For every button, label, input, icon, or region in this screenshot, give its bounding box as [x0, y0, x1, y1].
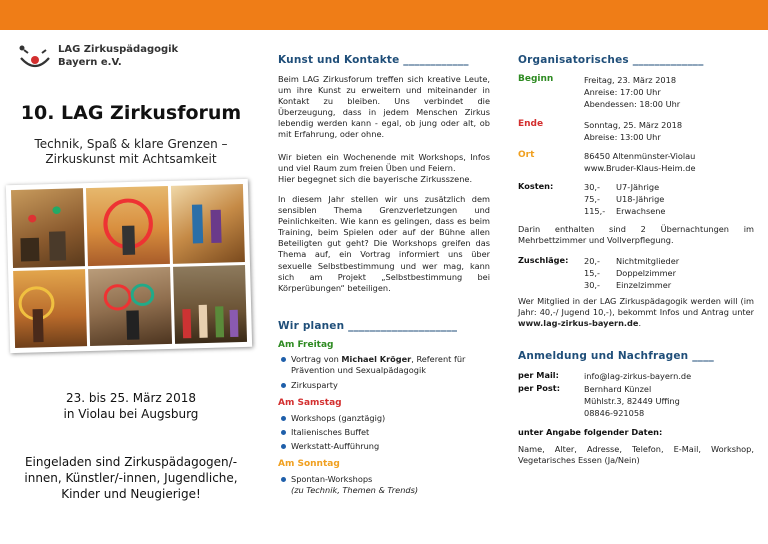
friday-item-party: Zirkusparty — [278, 380, 478, 391]
label-kosten: Kosten: — [518, 181, 554, 191]
membership-link[interactable]: www.lag-zirkus-bayern.de — [518, 318, 639, 329]
logo-text: LAG Zirkuspädagogik Bayern e.V. — [58, 44, 179, 68]
saturday-item-workshops: Workshops (ganztägig) — [278, 413, 478, 424]
day-sunday: Am Sonntag — [278, 459, 340, 469]
kunst-paragraph-2: Wir bieten ein Wochenende mit Workshops, Infos und viel Raum zum freien Üben und Feiern. Hier begegnet sich die bayerische Zirkusszene. — [278, 152, 490, 185]
kosten-price-3: 115,- — [584, 206, 606, 216]
saturday-item-show: Werkstatt-Aufführung — [278, 441, 478, 452]
subtitle: Technik, Spaß & klare Grenzen – Zirkuskunst mit Achtsamkeit — [34, 137, 228, 166]
page-title: 10. LAG Zirkusforum — [20, 102, 242, 124]
friday-item-lecture: Vortrag von Michael Kröger, Referent für Prävention und Sexualpädagogik — [278, 354, 478, 376]
beginn-details: Freitag, 23. März 2018 Anreise: 17:00 Uhr Abendessen: 18:00 Uhr — [584, 75, 681, 109]
ort-details: 86450 Altenmünster-Violau www.Bruder-Klaus-Heim.de — [584, 151, 696, 173]
photo-performance — [88, 266, 173, 346]
kosten-desc-2: U18-Jährige — [616, 194, 665, 204]
photo-collage — [6, 179, 252, 353]
fields-text: Name, Alter, Adresse, Telefon, E-Mail, Workshop, Vegetarisches Essen (Ja/Nein) — [518, 444, 754, 466]
photo-acrobats — [171, 184, 245, 263]
heading-organisatorisches: Organisatorisches _____________ — [518, 54, 704, 66]
post-address: Bernhard Künzel Mühlstr.3, 82449 Uffing 08846-921058 — [584, 384, 680, 418]
label-ort: Ort — [518, 150, 535, 160]
photo-hoops-group — [13, 269, 87, 348]
zuschlag-price-2: 15,- — [584, 268, 600, 278]
zuschlag-desc-2: Doppelzimmer — [616, 268, 676, 278]
zuschlag-desc-1: Nichtmitglieder — [616, 256, 680, 266]
sunday-item-workshops: Spontan-Workshops (zu Technik, Themen & Trends) — [278, 474, 478, 496]
kosten-price-2: 75,- — [584, 194, 600, 204]
ende-details: Sonntag, 25. März 2018 Abreise: 13:00 Uhr — [584, 120, 683, 142]
label-post: per Post: — [518, 383, 560, 393]
kunst-paragraph-3: In diesem Jahr stellen wir uns zusätzlich dem sensiblen Thema Grenzverletzungen und Peinlichkeiten. Wie kann es gelingen, dass es beim Training, beim Spielen oder auf der Bühne allen Beteiligten gut geht? Die Workshops greifen das Thema auf, ein Vortrag informiert uns über sexuelle Selbstbestimmung und wer mag, kann sich am Projekt „Selbstbestimmung bei Körperübungen“ beteiligen. — [278, 194, 490, 293]
label-beginn: Beginn — [518, 74, 554, 84]
label-zuschlaege: Zuschläge: — [518, 255, 569, 265]
zuschlag-price-1: 20,- — [584, 256, 600, 266]
clown-logo-icon — [18, 44, 52, 72]
saturday-item-buffet: Italienisches Buffet — [278, 427, 478, 438]
photo-juggling — [11, 188, 85, 267]
kosten-desc-3: Erwachsene — [616, 206, 666, 216]
heading-anmeldung: Anmeldung und Nachfragen ____ — [518, 350, 714, 362]
zuschlag-price-3: 30,- — [584, 280, 600, 290]
day-saturday: Am Samstag — [278, 398, 342, 408]
zuschlag-desc-3: Einzelzimmer — [616, 280, 672, 290]
event-dates: 23. bis 25. März 2018 in Violau bei Augsburg — [63, 391, 199, 421]
heading-plan: Wir planen ____________________ — [278, 320, 458, 332]
right-column — [500, 30, 768, 544]
middle-column — [262, 30, 500, 544]
kunst-paragraph-1: Beim LAG Zirkusforum treffen sich kreative Leute, um ihre Kunst zu erweitern und miteinander in Kontakt zu bleiben. Uns verbindet die Überzeugung, dass in jedem Menschen Zirkus lebendig werden kann - egal, ob jung oder alt, ob mit Erfahrung, oder ohne. — [278, 74, 490, 140]
photo-stage — [173, 264, 247, 343]
kosten-desc-1: U7-Jährige — [616, 182, 660, 192]
kosten-price-1: 30,- — [584, 182, 600, 192]
day-friday: Am Freitag — [278, 340, 334, 350]
invitation-text: Eingeladen sind Zirkuspädagogen/- innen, Künstler/-innen, Jugendliche, Kinder und Neugierige! — [24, 455, 238, 501]
mail-address[interactable]: info@lag-zirkus-bayern.de — [584, 371, 692, 381]
left-column — [0, 30, 262, 544]
photo-hoop — [86, 186, 171, 266]
label-ende: Ende — [518, 119, 544, 129]
header-bar — [0, 0, 768, 30]
heading-kunst: Kunst und Kontakte ____________ — [278, 54, 469, 66]
membership-text: Wer Mitglied in der LAG Zirkuspädagogik werden will (im Jahr: 40,-/ Jugend 10,-), bekommt Infos und Antrag unter www.lag-zirkus-bayern.de. — [518, 296, 754, 329]
label-mail: per Mail: — [518, 370, 559, 380]
fields-heading: unter Angabe folgender Daten: — [518, 427, 663, 437]
included-text: Darin enthalten sind 2 Übernachtungen im Mehrbettzimmer und Vollverpflegung. — [518, 224, 754, 246]
